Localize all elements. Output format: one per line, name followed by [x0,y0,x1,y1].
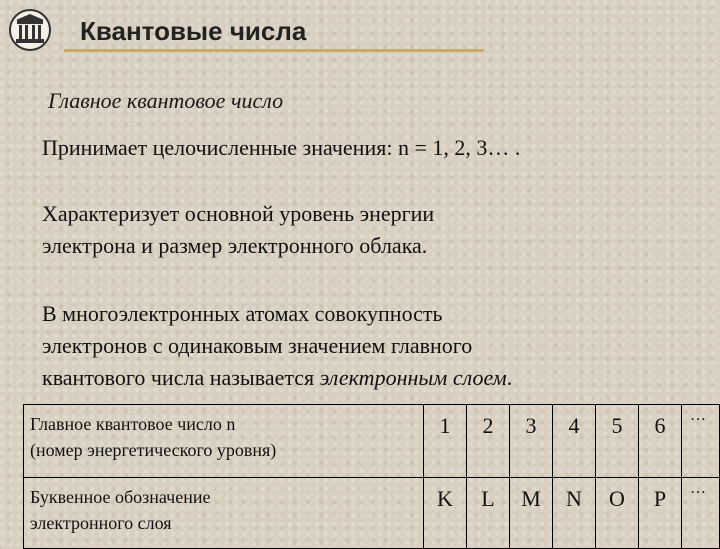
paragraph-layer-line-1: В многоэлектронных атомах совокупность [42,301,443,326]
paragraph-layer-line-3 [42,362,702,394]
table-cell: O [596,478,639,549]
row-label-line-1: Главное квантовое число n [30,414,236,434]
paragraph-values-text: Принимает целочисленные значения: n = 1, 2, 3… . [42,135,521,160]
table-cell: M [510,478,553,549]
electron-layer-term: электронным слоем [319,365,507,390]
table-row-label [24,478,424,549]
row-label-line-2: (номер энергетического уровня) [30,440,277,460]
table-cell: 6 [639,405,682,478]
quantum-number-table [23,404,720,549]
paragraph-energy-line-1: Характеризует основной уровень энергии [42,201,435,226]
table-cell: 2 [467,405,510,478]
paragraph-layer [42,298,702,394]
table-cell: 3 [510,405,553,478]
paragraph-layer-line-3-start: квантового числа называется [42,365,320,390]
page-title: Квантовые числа [80,16,307,46]
table-cell: N [553,478,596,549]
paragraph-energy-line-2: электрона и размер электронного облака. [42,233,428,258]
table-cell: P [639,478,682,549]
table-cell: K [424,478,467,549]
row-label-line-2: электронного слоя [30,513,172,533]
paragraph-energy [42,198,702,262]
table-cell: 1 [424,405,467,478]
table-cell: 5 [596,405,639,478]
table-cell: L [467,478,510,549]
table-cell: 4 [553,405,596,478]
row-label-line-1: Буквенное обозначение [30,487,211,507]
table-row-label [24,405,424,478]
table-cell-ellipsis: … [682,478,720,549]
paragraph-values [42,132,702,164]
paragraph-layer-line-3-end: . [506,365,513,390]
paragraph-layer-line-2: электронов с одинаковым значением главного [42,333,473,358]
title-underline [64,49,484,52]
table-cell-ellipsis: … [682,405,720,478]
university-building-icon [8,8,52,52]
table-row-letter [24,478,720,549]
table-row-quantum-number [24,405,720,478]
section-subtitle: Главное квантовое число [48,88,284,113]
